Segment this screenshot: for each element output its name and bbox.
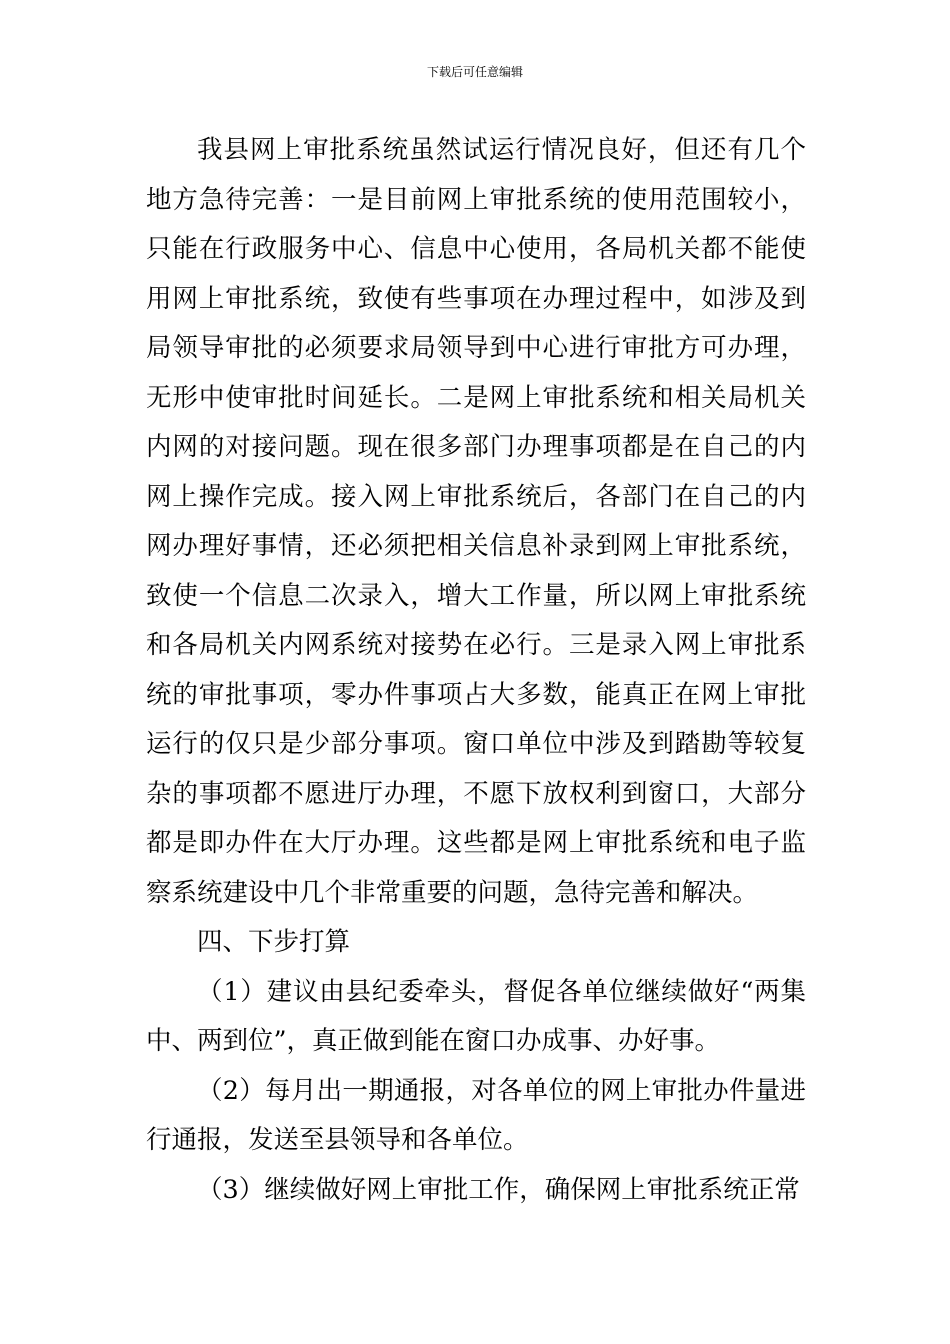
paragraph-step-2: （2）每月出一期通报，对各单位的网上审批办件量进行通报，发送至县领导和各单位。 (146, 1075, 806, 1155)
document-body (146, 126, 806, 1215)
page-header: 下载后可任意编辑 (426, 65, 523, 79)
section-heading-next-steps: 四、下步打算 (197, 927, 351, 957)
paragraph-step-3: （3）继续做好网上审批工作，确保网上审批系统正常 (197, 1174, 800, 1205)
paragraph-step-1: （1）建议由县纪委牵头，督促各单位继续做好“两集中、两到位”，真正做到能在窗口办成事、办好事。 (146, 976, 806, 1056)
paragraph-problems: 我县网上审批系统虽然试运行情况良好，但还有几个地方急待完善：一是目前网上审批系统的使用范围较小，只能在行政服务中心、信息中心使用，各局机关都不能使用网上审批系统，致使有些事项在办理过程中，如涉及到局领导审批的必须要求局领导到中心进行审批方可办理，无形中使审批时间延长。二是网上审批系统和相关局机关内网的对接问题。现在很多部门办理事项都是在自己的内网上操作完成。接入网上审批系统后，各部门在自己的内网办理好事情，还必须把相关信息补录到网上审批系统，致使一个信息二次录入，增大工作量，所以网上审批系统和各局机关内网系统对接势在必行。三是录入网上审批系统的审批事项，零办件事项占大多数，能真正在网上审批运行的仅只是少部分事项。窗口单位中涉及到踏勘等较复杂的事项都不愿进厅办理，不愿下放权利到窗口，大部分都是即办件在大厅办理。这些都是网上审批系统和电子监察系统建设中几个非常重要的问题，急待完善和解决。 (146, 135, 806, 908)
